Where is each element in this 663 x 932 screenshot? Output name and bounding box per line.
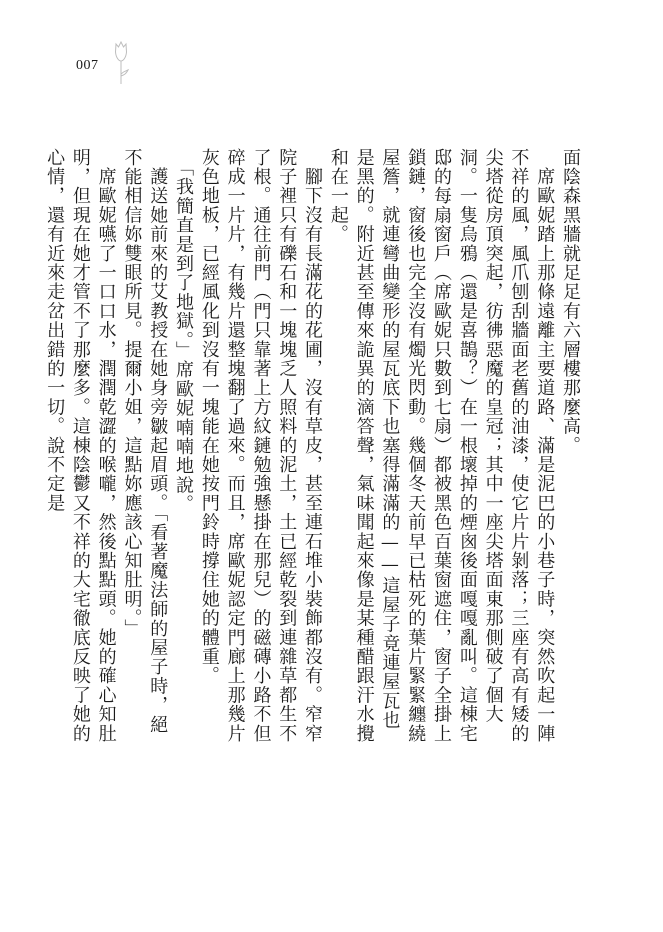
paragraph-house-exterior: 席歐妮踏上那條遠離主要道路、滿是泥巴的小巷子時，突然吹起一陣不祥的風，風爪刨刮牆面老舊的油漆，使它片片剝落；三座有高有矮的尖塔從房頂突起，彷彿惡魔的皇冠；其中一座尖塔面東那側破了個大洞。一隻烏鴉（還是喜鵲？）在一根壞掉的煙囪後面嘎嘎亂叫。這棟宅邸的每扇窗戶（席歐妮只數到七扇）都被黑色百葉窗遮住，窗子全掛上鎖鏈，窗後也完全沒有燭光閃動。幾個冬天前早已枯死的葉片緊緊纏繞屋簷，就連彎曲變形的屋瓦底下也塞得滿滿的——這屋子竟連屋瓦也是黑的。附近甚至傳來詭異的滴答聲，氣味聞起來像是某種醋跟汗水攪和在一起。 [327, 148, 556, 744]
tulip-ornament-icon [111, 40, 131, 86]
page-number: 007 [76, 58, 99, 73]
vertical-text-body [44, 148, 583, 748]
paragraph-swallow: 席歐妮嚥了一口口水，潤潤乾澀的喉嚨，然後點點頭。她的確心知肚明，但現在她才管不了那麼多。這棟陰鬱又不祥的大宅徹底反映了她的心情，還有近來走岔出錯的一切。說不定是 [44, 148, 117, 744]
paragraph-professor-warning: 護送她前來的艾教授在她身旁皺起眉頭。「看著魔法師的屋子時，絕不能相信妳雙眼所見。提爾小姐，這點妳應該心知肚明。」 [121, 148, 169, 735]
paragraph-continued: 面陰森黑牆就足足有六層樓那麼高。 [560, 148, 581, 456]
paragraph-hell-remark: 「我簡直是到了地獄。」席歐妮喃喃地說。 [173, 148, 195, 514]
paragraph-yard: 腳下沒有長滿花的花圃，沒有草皮，甚至連石堆小裝飾都沒有。窄窄院子裡只有礫石和一塊塊乏人照料的泥土，土已經乾裂到連雜草都生不了根。通往前門（門只靠著上方紋鏈勉強懸掛在那兒）的磁磚小路不但碎成一片片，有幾片還整塊翻了過來。而且，席歐妮認定門廊上那幾片灰色地板，已經風化到沒有一塊能在她按門鈴時撐住她的體重。 [198, 148, 324, 744]
